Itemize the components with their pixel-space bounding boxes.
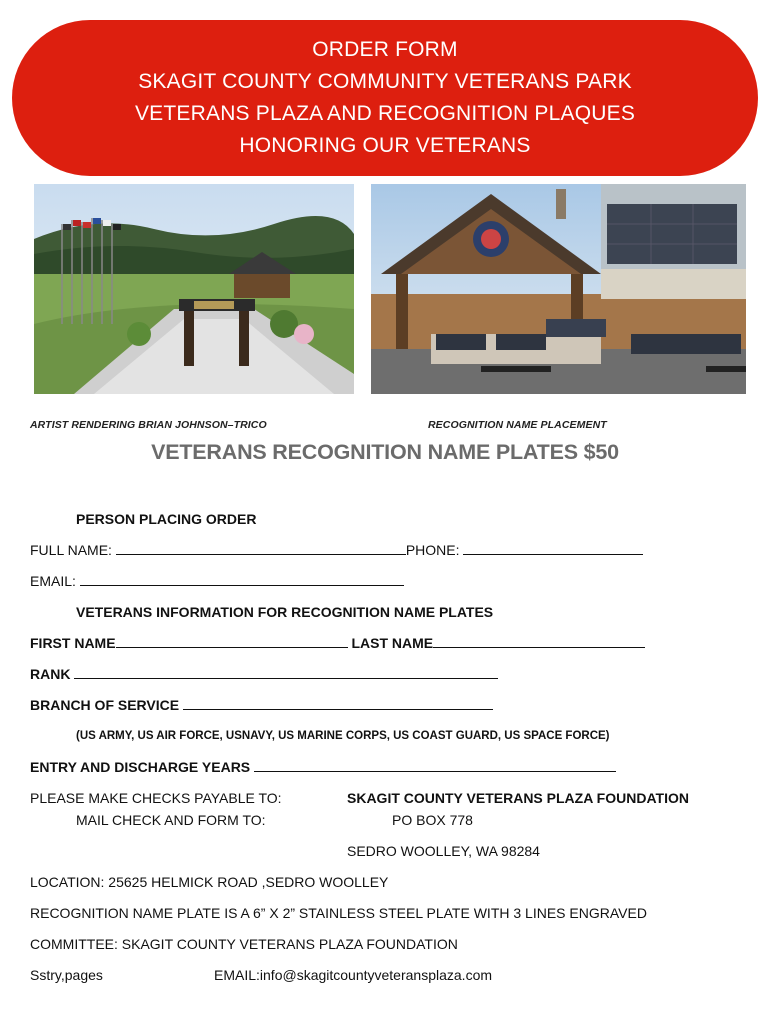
branch-row [30,697,493,713]
veteran-name-row [30,635,645,651]
name-plates-heading: VETERANS RECOGNITION NAME PLATES $50 [151,440,619,464]
years-label: ENTRY AND DISCHARGE YEARS [30,759,251,775]
title-banner [12,20,758,176]
phone-label: PHONE: [405,542,460,558]
artist-rendering-image [34,184,354,394]
branches-note: (US ARMY, US AIR FORCE, USNAVY, US MARINE CORPS, US COAST GUARD, US SPACE FORCE) [76,730,610,742]
person-section-title: PERSON PLACING ORDER [76,511,257,527]
right-image-caption: RECOGNITION NAME PLACEMENT [428,419,607,431]
contact-email[interactable]: EMAIL:info@skagitcountyveteransplaza.com [214,967,493,983]
years-field[interactable] [254,759,616,772]
email-row [30,573,404,589]
recognition-placement-image [371,184,746,394]
location-text: LOCATION: 25625 HELMICK ROAD ,SEDRO WOOLLEY [30,874,389,890]
first-name-label: FIRST NAME [30,635,116,651]
branch-label: BRANCH OF SERVICE [30,697,180,713]
rank-label: RANK [30,666,71,682]
payee-name: SKAGIT COUNTY VETERANS PLAZA FOUNDATION [347,790,689,806]
email-label: EMAIL: [30,573,76,589]
banner-line-park: SKAGIT COUNTY COMMUNITY VETERANS PARK [138,70,632,93]
po-box: PO BOX 778 [392,812,473,828]
city-state-zip: SEDRO WOOLLEY, WA 98284 [347,843,540,859]
footer-note: Sstry,pages [30,967,103,983]
years-row [30,759,616,775]
last-name-label: LAST NAME [351,635,434,651]
full-name-label: FULL NAME: [30,542,112,558]
checks-payable-label: PLEASE MAKE CHECKS PAYABLE TO: [30,790,282,806]
banner-line-plaza: VETERANS PLAZA AND RECOGNITION PLAQUES [134,102,636,125]
first-name-field[interactable] [116,635,348,648]
plate-info-text: RECOGNITION NAME PLATE IS A 6” X 2” STAINLESS STEEL PLATE WITH 3 LINES ENGRAVED [30,905,647,921]
full-name-field[interactable] [116,542,406,555]
banner-line-honoring: HONORING OUR VETERANS [239,134,531,157]
veteran-section-title: VETERANS INFORMATION FOR RECOGNITION NAME PLATES [76,604,494,620]
full-name-row [30,542,643,558]
committee-text: COMMITTEE: SKAGIT COUNTY VETERANS PLAZA FOUNDATION [30,936,458,952]
rank-field[interactable] [74,666,498,679]
left-image-caption: ARTIST RENDERING BRIAN JOHNSON–TRICO [30,419,267,431]
rank-row [30,666,498,682]
branch-field[interactable] [183,697,493,710]
last-name-field[interactable] [433,635,645,648]
mail-check-label: MAIL CHECK AND FORM TO: [76,812,266,828]
phone-field[interactable] [463,542,643,555]
banner-line-order-form: ORDER FORM [312,38,458,61]
email-field[interactable] [80,573,404,586]
